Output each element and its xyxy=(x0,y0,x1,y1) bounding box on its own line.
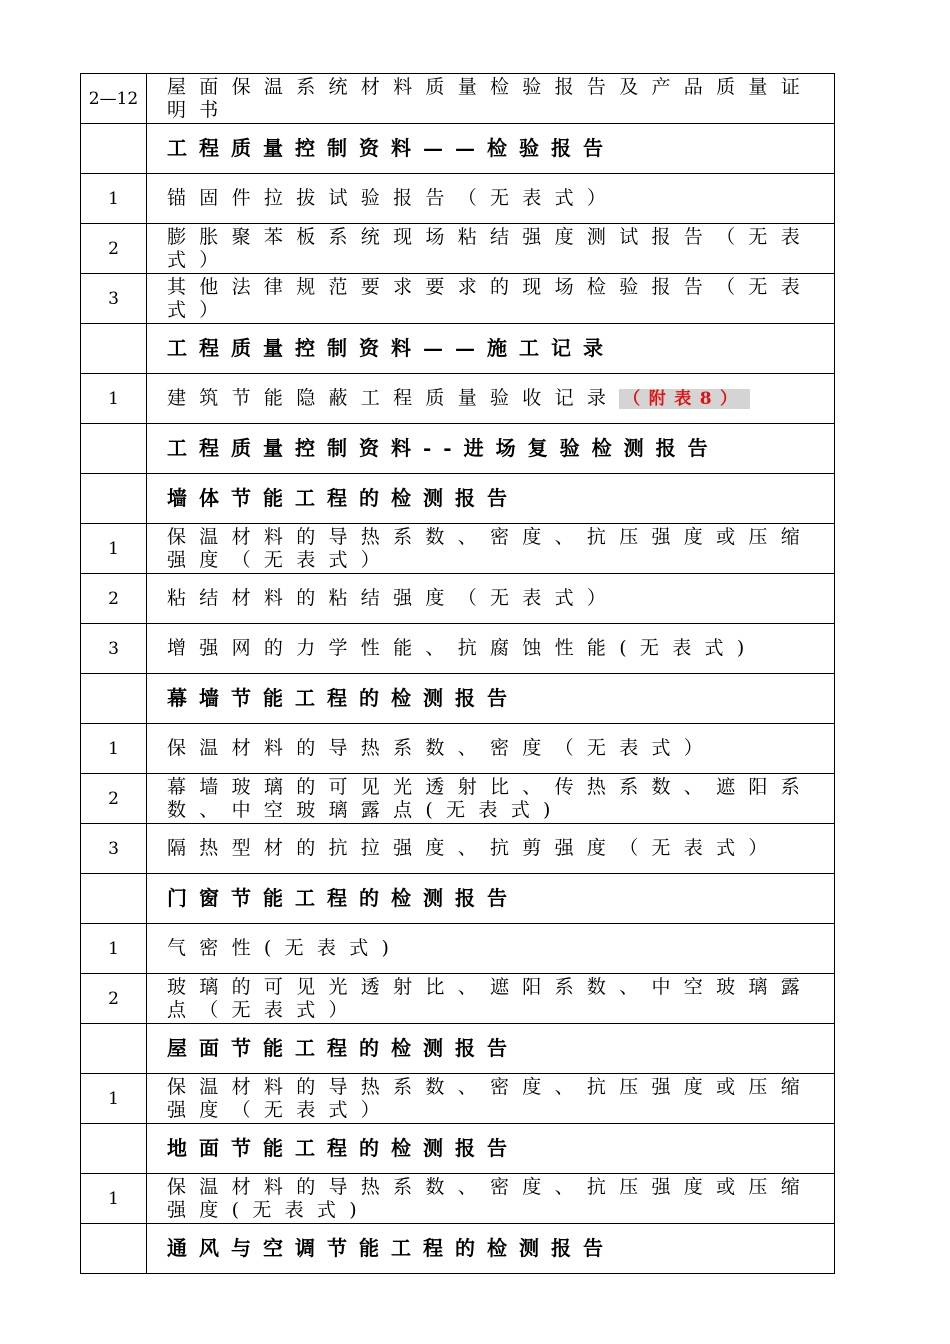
table-row xyxy=(81,224,835,274)
row-text: 保温材料的导热系数、密度、抗压强度或压缩强度(无表式) xyxy=(167,1175,814,1221)
row-number xyxy=(81,124,147,174)
section-heading xyxy=(147,424,835,474)
table-row xyxy=(81,274,835,324)
row-text: 幕墙玻璃的可见光透射比、传热系数、遮阳系数、中空玻璃露点(无表式) xyxy=(167,775,814,821)
row-text: 气密性(无表式) xyxy=(167,937,403,959)
row-number xyxy=(81,674,147,724)
row-number: 1 xyxy=(81,1074,147,1124)
row-text: 粘结材料的粘结强度（无表式） xyxy=(167,587,620,609)
row-text: 屋面节能工程的检测报告 xyxy=(167,1036,519,1060)
section-heading-row xyxy=(81,674,835,724)
row-number: 1 xyxy=(81,924,147,974)
row-text: 工程质量控制资料--进场复验检测报告 xyxy=(167,436,720,460)
row-number: 2 xyxy=(81,974,147,1024)
row-description xyxy=(147,274,835,324)
row-number: 1 xyxy=(81,374,147,424)
row-text: 玻璃的可见光透射比、遮阳系数、中空玻璃露点（无表式） xyxy=(167,975,814,1021)
row-number xyxy=(81,874,147,924)
row-number: 3 xyxy=(81,624,147,674)
row-description xyxy=(147,224,835,274)
row-text: 地面节能工程的检测报告 xyxy=(167,1136,519,1160)
row-description xyxy=(147,624,835,674)
section-heading xyxy=(147,1124,835,1174)
row-number: 1 xyxy=(81,724,147,774)
section-heading-row xyxy=(81,874,835,924)
row-text: 通风与空调节能工程的检测报告 xyxy=(167,1236,615,1260)
row-description xyxy=(147,974,835,1024)
row-number: 1 xyxy=(81,1174,147,1224)
section-heading-row xyxy=(81,474,835,524)
section-heading xyxy=(147,874,835,924)
table-row xyxy=(81,174,835,224)
row-number xyxy=(81,1224,147,1274)
section-heading xyxy=(147,324,835,374)
row-number xyxy=(81,324,147,374)
document-table xyxy=(80,73,835,1274)
row-description xyxy=(147,1174,835,1224)
row-description xyxy=(147,924,835,974)
section-heading-row xyxy=(81,1224,835,1274)
section-heading xyxy=(147,474,835,524)
row-number: 2 xyxy=(81,224,147,274)
row-number xyxy=(81,424,147,474)
row-description xyxy=(147,524,835,574)
row-text: 隔热型材的抗拉强度、抗剪强度（无表式） xyxy=(167,837,781,859)
section-heading-row xyxy=(81,324,835,374)
table-row xyxy=(81,974,835,1024)
table-row xyxy=(81,574,835,624)
row-description xyxy=(147,74,835,124)
row-text: 增强网的力学性能、抗腐蚀性能(无表式) xyxy=(167,637,758,659)
row-description xyxy=(147,174,835,224)
row-text: 膨胀聚苯板系统现场粘结强度测试报告（无表式） xyxy=(167,225,814,271)
row-number xyxy=(81,1124,147,1174)
table-row xyxy=(81,1074,835,1124)
row-text: 锚固件拉拔试验报告（无表式） xyxy=(167,187,620,209)
table-body xyxy=(81,74,835,1274)
row-text: 工程质量控制资料——检验报告 xyxy=(167,136,615,160)
row-text: 屋面保温系统材料质量检验报告及产品质量证明书 xyxy=(167,75,814,121)
section-heading-row xyxy=(81,1124,835,1174)
table-row xyxy=(81,774,835,824)
table-row xyxy=(81,1174,835,1224)
section-heading xyxy=(147,1224,835,1274)
row-text: 门窗节能工程的检测报告 xyxy=(167,886,519,910)
row-description xyxy=(147,774,835,824)
row-number: 2—12 xyxy=(81,74,147,124)
row-description xyxy=(147,824,835,874)
row-text: 墙体节能工程的检测报告 xyxy=(167,486,519,510)
row-number xyxy=(81,1024,147,1074)
table-row xyxy=(81,924,835,974)
section-heading xyxy=(147,1024,835,1074)
row-description xyxy=(147,1074,835,1124)
row-number: 1 xyxy=(81,524,147,574)
section-heading xyxy=(147,124,835,174)
row-text: 保温材料的导热系数、密度、抗压强度或压缩强度（无表式） xyxy=(167,525,814,571)
section-heading-row xyxy=(81,1024,835,1074)
row-description xyxy=(147,724,835,774)
table-row xyxy=(81,374,835,424)
row-number xyxy=(81,474,147,524)
table-row xyxy=(81,74,835,124)
table-row xyxy=(81,824,835,874)
row-text: 幕墙节能工程的检测报告 xyxy=(167,686,519,710)
row-text: 建筑节能隐蔽工程质量验收记录 xyxy=(167,386,620,409)
row-number: 3 xyxy=(81,824,147,874)
table-row xyxy=(81,524,835,574)
row-text: 工程质量控制资料——施工记录 xyxy=(167,336,615,360)
row-text: 保温材料的导热系数、密度、抗压强度或压缩强度（无表式） xyxy=(167,1075,814,1121)
section-heading-row xyxy=(81,124,835,174)
row-text: 其他法律规范要求要求的现场检验报告（无表式） xyxy=(167,275,814,321)
row-number: 3 xyxy=(81,274,147,324)
row-description xyxy=(147,374,835,424)
row-number: 2 xyxy=(81,574,147,624)
section-heading-row xyxy=(81,424,835,474)
row-number: 1 xyxy=(81,174,147,224)
section-heading xyxy=(147,674,835,724)
row-description xyxy=(147,574,835,624)
table-row xyxy=(81,624,835,674)
row-text: 保温材料的导热系数、密度（无表式） xyxy=(167,737,717,759)
appendix-reference-badge: （附表8） xyxy=(619,389,749,409)
table-row xyxy=(81,724,835,774)
row-number: 2 xyxy=(81,774,147,824)
